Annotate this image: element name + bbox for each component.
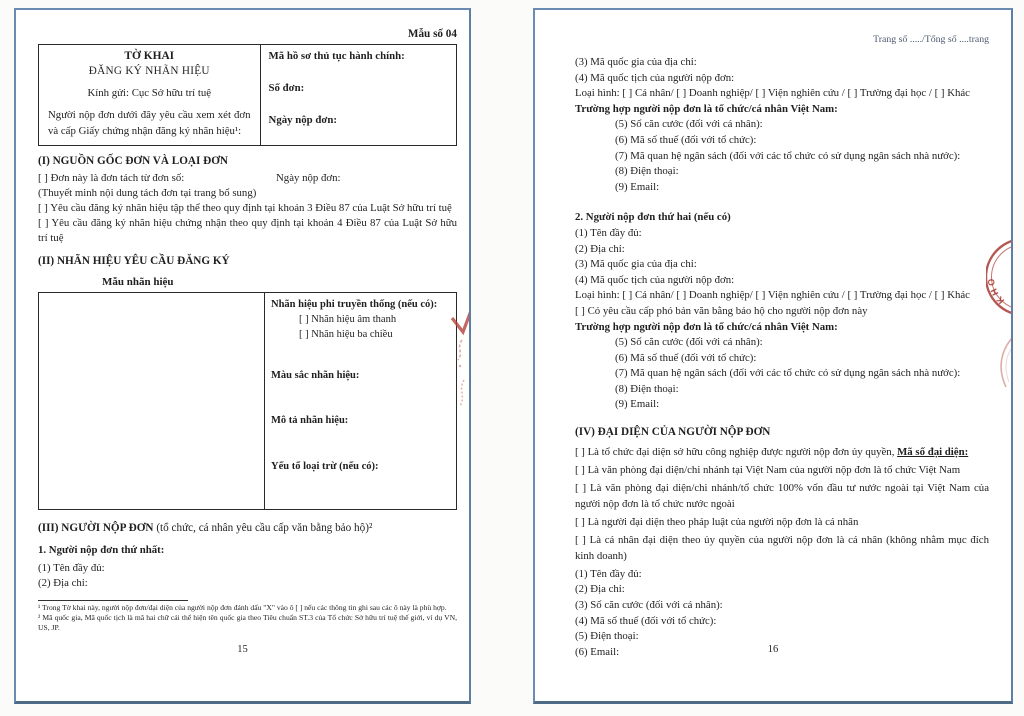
applicant2-phone-field: (8) Điện thoại: bbox=[615, 382, 679, 395]
divisional-application-line bbox=[38, 171, 457, 186]
applicant2-type-options: Loại hình: [ ] Cá nhân/ [ ] Doanh nghiệp/ [ ] Viện nghiên cứu / [ ] Trường đại học / [ ] Khác bbox=[575, 289, 970, 302]
form-subtitle: ĐĂNG KÝ NHÃN HIỆU bbox=[88, 65, 210, 77]
header-table-office-cell bbox=[260, 45, 456, 146]
applicant2-email-field: (9) Email: bbox=[615, 398, 660, 411]
mark-sample-box bbox=[38, 292, 457, 510]
three-d-mark-option: [ ] Nhãn hiệu ba chiều bbox=[299, 329, 393, 340]
footnote-block bbox=[38, 600, 457, 633]
representative-address-field: (2) Địa chỉ: bbox=[575, 583, 625, 596]
disclaimer-label: Yếu tố loại trừ (nếu có): bbox=[271, 461, 379, 472]
admin-code-label: Mã hồ sơ thủ tục hành chính: bbox=[268, 50, 405, 62]
declaration-text: Người nộp đơn dưới đây yêu cầu xem xét đơn và cấp Giấy chứng nhận đăng ký nhãn hiệu¹: bbox=[48, 109, 251, 137]
svg-text:KHO bbox=[986, 276, 1006, 306]
applicant2-id-field: (5) Số căn cước (đối với cá nhân): bbox=[615, 336, 763, 349]
applicant1-country-code-field: (3) Mã quốc gia của địa chỉ: bbox=[575, 56, 697, 68]
sound-mark-option: [ ] Nhãn hiệu âm thanh bbox=[299, 314, 397, 325]
header-table-title-cell bbox=[39, 45, 261, 146]
document-page-right bbox=[533, 8, 1013, 704]
applicant2-vn-heading: Trường hợp người nộp đơn là tổ chức/cá nhân Việt Nam: bbox=[575, 320, 838, 333]
representative-name-field: (1) Tên đầy đủ: bbox=[575, 567, 642, 580]
footnote-2: ² Mã quốc gia, Mã quốc tịch là mã hai chữ cái thể hiện tên quốc gia theo Tiêu chuẩn ST.3 của Tổ chức Sở hữu trí tuệ thế giới, ví dụ VN, US, JP. bbox=[38, 613, 457, 632]
mark-attributes-cell bbox=[265, 293, 456, 509]
applicant2-duplicate-option: [ ] Có yêu cầu cấp phó bản văn bằng bảo hộ cho người nộp đơn này bbox=[575, 304, 868, 317]
mark-sample-area bbox=[39, 293, 265, 509]
divisional-note: (Thuyết minh nội dung tách đơn tại trang bổ sung) bbox=[38, 187, 257, 199]
applicant2-address-field: (2) Địa chỉ: bbox=[575, 242, 625, 255]
applicant2-country-code-field: (3) Mã quốc gia của địa chỉ: bbox=[575, 258, 697, 271]
mark-sample-label: Mẫu nhãn hiệu bbox=[102, 276, 174, 288]
representative-id-field: (3) Số căn cước (đối với cá nhân): bbox=[575, 598, 723, 611]
representative-phone-field: (5) Điện thoại: bbox=[575, 630, 639, 643]
applicant1-tax-field: (6) Mã số thuế (đối với tổ chức): bbox=[615, 133, 757, 146]
red-ink-mark-icon bbox=[448, 302, 471, 414]
faint-stamp-arc-icon bbox=[993, 334, 1013, 390]
representative-option-1-text: [ ] Là tổ chức đại diện sở hữu công nghiệp được người nộp đơn ủy quyền, bbox=[575, 446, 898, 459]
representative-tax-field: (4) Mã số thuế (đối với tổ chức): bbox=[575, 614, 717, 627]
applicant1-id-field: (5) Số căn cước (đối với cá nhân): bbox=[615, 118, 763, 131]
applicant2-heading: 2. Người nộp đơn thứ hai (nếu có) bbox=[575, 211, 731, 224]
section3-heading bbox=[38, 520, 457, 536]
applicant1-vn-heading: Trường hợp người nộp đơn là tổ chức/cá nhân Việt Nam: bbox=[575, 102, 838, 115]
applicant1-phone-field: (8) Điện thoại: bbox=[615, 165, 679, 178]
page-header: Trang số ...../Tổng số ....trang bbox=[873, 34, 989, 45]
footnote-divider bbox=[38, 600, 188, 601]
applicant2-nationality-field: (4) Mã quốc tịch của người nộp đơn: bbox=[575, 273, 735, 286]
applicant1-type-options: Loại hình: [ ] Cá nhân/ [ ] Doanh nghiệp/ [ ] Viện nghiên cứu / [ ] Trường đại học / [ ] Khác bbox=[575, 87, 970, 100]
representative-option-2: [ ] Là văn phòng đại diện/chi nhánh tại Việt Nam của người nộp đơn là tổ chức Việt Nam bbox=[575, 464, 961, 477]
header-table bbox=[38, 44, 457, 146]
section3-heading-note: (tổ chức, cá nhân yêu cầu cấp văn bằng bảo hộ)² bbox=[153, 522, 373, 534]
mark-color-label: Màu sắc nhãn hiệu: bbox=[271, 370, 360, 381]
mark-description-label: Mô tả nhãn hiệu: bbox=[271, 415, 349, 426]
representative-code-label: Mã số đại diện: bbox=[897, 446, 969, 459]
filing-date-label: Ngày nộp đơn: bbox=[268, 114, 337, 126]
document-page-left bbox=[14, 8, 471, 704]
recipient-line: Kính gửi: Cục Sở hữu trí tuệ bbox=[87, 87, 212, 99]
representative-option-3: [ ] Là văn phòng đại diện/chi nhánh/tổ chức 100% vốn đầu tư nước ngoài tại Việt Nam của người nộp đơn là tổ chức nước ngoài bbox=[575, 482, 989, 510]
applicant1-nationality-field: (4) Mã quốc tịch của người nộp đơn: bbox=[575, 71, 735, 84]
applicant1-budget-field: (7) Mã quan hệ ngân sách (đối với các tổ chức có sử dụng ngân sách nhà nước): bbox=[615, 149, 961, 162]
applicant2-tax-field: (6) Mã số thuế (đối với tổ chức): bbox=[615, 351, 757, 364]
page-number-right: 16 bbox=[767, 644, 779, 655]
divisional-checkbox-option: [ ] Đơn này là đơn tách từ đơn số: bbox=[38, 172, 185, 184]
applicant1-email-field: (9) Email: bbox=[615, 180, 660, 193]
applicant1-heading: 1. Người nộp đơn thứ nhất: bbox=[38, 544, 165, 556]
applicant2-name-field: (1) Tên đầy đủ: bbox=[575, 226, 642, 239]
divisional-filing-date-label: Ngày nộp đơn: bbox=[276, 172, 341, 184]
round-stamp-icon bbox=[986, 232, 1013, 324]
application-number-label: Số đơn: bbox=[268, 82, 305, 94]
stamp-text: KHO bbox=[986, 275, 1007, 306]
section4-heading: (IV) ĐẠI DIỆN CỦA NGƯỜI NỘP ĐƠN bbox=[575, 426, 771, 439]
section3-heading-bold: (III) NGƯỜI NỘP ĐƠN bbox=[38, 522, 154, 534]
form-number-label: Mẫu số 04 bbox=[407, 28, 457, 40]
applicant1-address-field: (2) Địa chỉ: bbox=[38, 577, 88, 589]
applicant2-budget-field: (7) Mã quan hệ ngân sách (đối với các tổ chức có sử dụng ngân sách nhà nước): bbox=[615, 367, 961, 380]
page-number-left: 15 bbox=[237, 644, 248, 655]
representative-option-4: [ ] Là người đại diện theo pháp luật của người nộp đơn là cá nhân bbox=[575, 515, 859, 528]
section2-heading: (II) NHÃN HIỆU YÊU CẦU ĐĂNG KÝ bbox=[38, 255, 230, 267]
nontraditional-heading: Nhãn hiệu phi truyền thống (nếu có): bbox=[271, 299, 438, 310]
representative-option-1 bbox=[575, 445, 989, 461]
section1-heading: (I) NGUỒN GỐC ĐƠN VÀ LOẠI ĐƠN bbox=[38, 155, 228, 167]
applicant1-name-field: (1) Tên đầy đủ: bbox=[38, 562, 105, 574]
representative-email-field: (6) Email: bbox=[575, 645, 620, 658]
collective-mark-option: [ ] Yêu cầu đăng ký nhãn hiệu tập thể theo quy định tại khoản 3 Điều 87 của Luật Sở hữu trí tuệ bbox=[38, 202, 452, 214]
representative-option-5: [ ] Là cá nhân đại diện theo ủy quyền của người nộp đơn là cá nhân (không nhằm mục đích kinh doanh) bbox=[575, 534, 989, 562]
certification-mark-option: [ ] Yêu cầu đăng ký nhãn hiệu chứng nhận theo quy định tại khoản 4 Điều 87 của Luật Sở hữu trí tuệ bbox=[38, 217, 457, 244]
form-title: TỜ KHAI bbox=[124, 50, 175, 62]
footnote-1: ¹ Trong Tờ khai này, người nộp đơn/đại diện của người nộp đơn đánh dấu "X" vào ô [ ] nếu các thông tin ghi sau các ô này là phù hợp. bbox=[38, 603, 447, 612]
